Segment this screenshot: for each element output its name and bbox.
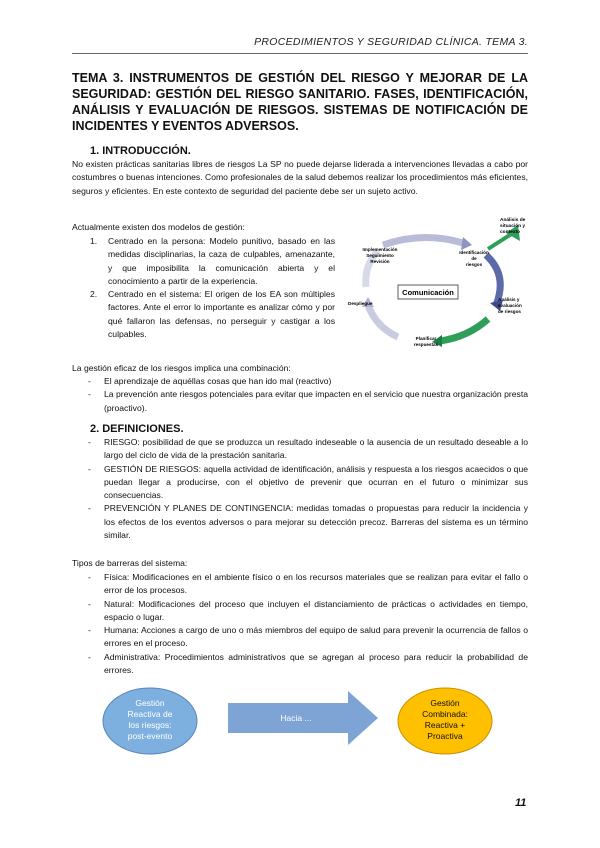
models-intro: Actualmente existen dos modelos de gestión: [72,222,245,232]
combined-line-4: Proactiva [427,731,463,741]
risk-management-cycle-diagram [338,215,543,363]
combined-line-1: Gestión [430,698,460,708]
barrier-types-list [88,571,528,677]
label-context-line1: Análisis de [500,218,526,223]
list-item: - Humana: Acciones a cargo de uno o más miembros del equipo de salud para prevenir la ocurrencia de fallos o errores en el proceso. [88,625,528,649]
list-item-text: Centrado en la persona: Modelo punitivo, basado en las medidas disciplinarias, la caza de culpables, amenazante, y que imposibilita la comunicación abierta y el conocimiento a partir de la experiencia. [108,236,335,286]
list-item: - Administrativa: Procedimientos administrativos que se agregan al proceso para reducir la probabilidad de errores. [88,651,528,676]
list-item-text: Humana: Acciones a cargo de uno o más miembros del equipo de salud para prevenir la ocurrencia de fallos o errores en el proceso. [104,625,528,649]
list-item-text: El aprendizaje de aquéllas cosas que han ido mal (reactivo) [104,376,332,386]
list-item-text: Centrado en el sistema: El origen de los EA son múltiples factores. Ante el error lo importante es analizar cómo y por qué fallaron las defensas, no perseguir y castigar a los culpables. [108,289,335,340]
list-item: - Física: Modificaciones en el ambiente físico o en los recursos materiales que se realizan para evitar el fallo o error de los procesos. [88,572,528,596]
label-planificar-2: respuestas [413,342,439,347]
list-item-text: La prevención ante riesgos potenciales para evitar que impacten en el servicio que nuestra organización presta (proactivo). [104,389,528,413]
cycle-arrowhead [461,237,472,250]
label-planificar-1: Planificar [415,336,437,341]
gestion-intro: La gestión eficaz de los riesgos implica una combinación: [72,363,291,373]
intro-paragraph: No existen prácticas sanitarias libres de riesgos La SP no puede dejarse liderada a intervenciones llevadas a cabo por costumbres o buenas intenciones. Como profesionales de la salud debemos realizar los procedimientos más eficientes, seguros y eficientes. En este contexto de seguridad del paciente debe ser un sujeto activo. [72,159,528,196]
section-heading-introduccion: 1. INTRODUCCIÓN. [90,145,191,157]
list-item-text: PREVENCIÓN Y PLANES DE CONTINGENCIA: medidas tomadas o propuestas para reducir la incidencia y los efectos de los eventos adversos o para mejorar su detección precoz. Barreras del sistema es un término similar. [104,503,528,541]
running-header: PROCEDIMIENTOS Y SEGURIDAD CLÍNICA. TEMA 3. [254,36,528,48]
page-number: 11 [515,797,527,809]
label-implementacion-2: Seguimiento [366,253,394,258]
list-item-text: Natural: Modificaciones del proceso que incluyen el distanciamiento de prácticas o actividades en tiempo, espacio o lugar. [104,598,528,622]
list-item: - RIESGO: posibilidad de que se produzca un resultado indeseable o la ausencia de un resultado deseable a lo largo del ciclo de vida de la prestación sanitaria. [88,437,528,461]
label-context-line3: contexto [500,230,520,235]
reactive-line-4: post-evento [127,731,173,741]
list-item [90,235,335,288]
chapter-title: TEMA 3. INSTRUMENTOS DE GESTIÓN DEL RIESGO Y MEJORAR DE LA SEGURIDAD: GESTIÓN DEL RIESGO SANITARIO. FASES, IDENTIFICACIÓN, ANÁLISIS Y EVALUACIÓN DE RIESGOS. SISTEMAS DE NOTIFICACIÓN DE INCIDENTES Y EVENTOS ADVERSOS. [72,71,528,133]
label-identificacion-1: Identificación [459,250,489,255]
list-item: - PREVENCIÓN Y PLANES DE CONTINGENCIA: medidas tomadas o propuestas para reducir la incidencia y los efectos de los eventos adversos o para mejorar su detección precoz. Barreras del sistema es un término similar. [88,503,528,541]
label-despliegue: Despliegue [348,301,373,306]
context-arrow-shaft [488,233,513,249]
label-analisis-1: Análisis y [498,297,520,302]
list-item: - Natural: Modificaciones del proceso que incluyen el distanciamiento de prácticas o actividades en tiempo, espacio o lugar. [88,598,528,622]
combined-line-2: Combinada: [422,709,468,719]
label-identificacion-2: de [471,256,477,261]
reactive-line-2: Reactiva de [127,709,173,719]
label-implementacion-1: Implementación [362,247,398,252]
cycle-arrow-bottom-left [368,305,398,337]
list-item [90,288,335,341]
list-number: 1. [90,236,98,246]
center-label: Comunicación [402,288,454,297]
label-analisis-3: de riesgos [498,309,521,314]
cycle-arrow-top [383,237,463,245]
list-item-text: GESTIÓN DE RIESGOS: aquella actividad de identificación, análisis y respuesta a los riesgos acaecidos o que puedan llegar a producirse, con el objetivo de prevenir que ocurran en el futuro o minimizar sus consecuencias. [104,463,528,501]
combined-line-3: Reactiva + [424,720,466,730]
reactive-line-1: Gestión [135,698,165,708]
tipos-intro: Tipos de barreras del sistema: [72,558,188,568]
flow-arrow-label: Hacia ... [280,713,312,723]
list-item-text: Física: Modificaciones en el ambiente físico o en los recursos materiales que se realizan para evitar el fallo o error de los procesos. [104,572,528,596]
label-implementacion-3: Revisión [370,259,390,264]
models-list [90,235,335,341]
gestion-list [88,375,528,415]
definitions-list [88,436,528,542]
header-divider [72,53,528,54]
list-item-text: RIESGO: posibilidad de que se produzca un resultado indeseable o la ausencia de un resultado deseable a lo largo del ciclo de vida de la prestación sanitaria. [104,437,528,461]
list-number: 2. [90,289,98,300]
reactive-line-3: los riesgos: [128,720,172,730]
reactive-to-combined-flow [100,685,520,760]
label-context-line2: situación y [500,224,526,229]
list-item: - La prevención ante riesgos potenciales para evitar que impacten en el servicio que nuestra organización presta (proactivo). [88,389,528,413]
label-analisis-2: evaluación [498,303,522,308]
section-heading-definiciones: 2. DEFINICIONES. [90,423,184,435]
list-item-text: Administrativa: Procedimientos administrativos que se agregan al proceso para reducir la probabilidad de errores. [104,651,528,676]
list-item: - El aprendizaje de aquéllas cosas que han ido mal (reactivo) [88,376,332,386]
cycle-arrow-bottom-right [440,319,488,341]
list-item: - GESTIÓN DE RIESGOS: aquella actividad de identificación, análisis y respuesta a los riesgos acaecidos o que puedan llegar a producirse, con el objetivo de prevenir que ocurran en el futuro o minimizar sus consecuencias. [88,463,528,501]
label-identificacion-3: riesgos [465,262,483,267]
